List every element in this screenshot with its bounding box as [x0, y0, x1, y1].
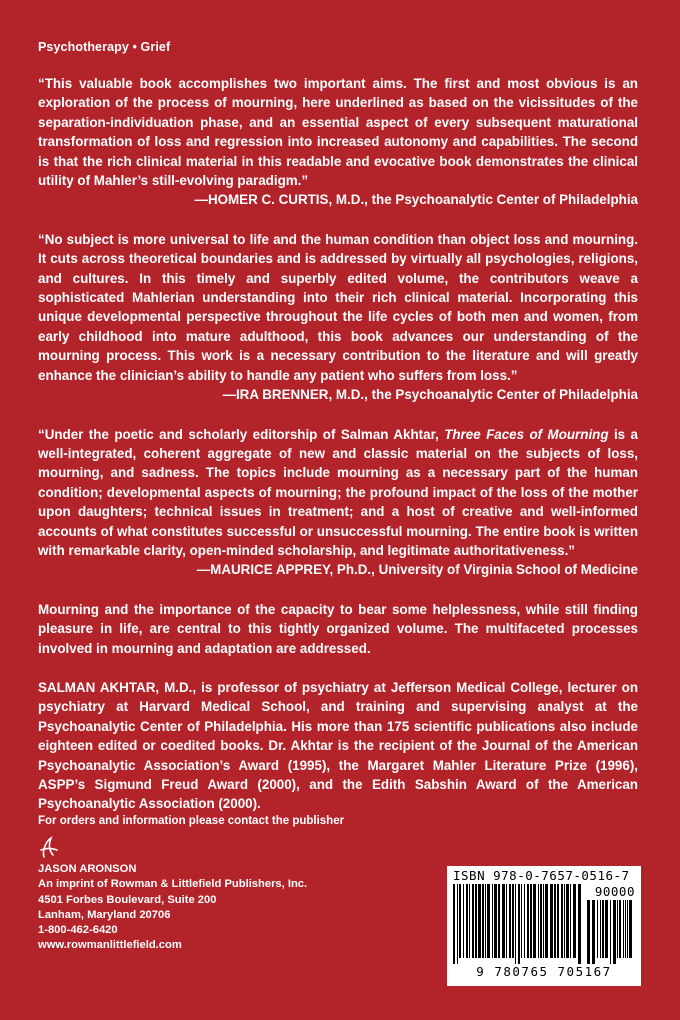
category-label: Psychotherapy • Grief: [38, 40, 171, 54]
barcode-bar: [502, 884, 505, 958]
barcode-bar: [610, 900, 611, 964]
barcode-bar: [619, 900, 621, 958]
review-attribution-1: —HOMER C. CURTIS, M.D., the Psychoanalytic Center of Philadelphia: [194, 192, 638, 208]
publisher-imprint: An imprint of Rowman & Littlefield Publishers, Inc.: [38, 878, 308, 891]
barcode-bar: [627, 900, 628, 958]
review-quote-1: “This valuable book accomplishes two important aims. The first and most obvious is an exploration of the process of mourning, here underlined as based on the vicissitudes of the separation-individuation phase, and an essential aspect of every subsequent maturational transformation of loss and regression into increased autonomy and capabilities. The second is that the rich clinical material in this readable and evocative book demonstrates the clinical utility of Mahler’s still-evolving paradigm.”: [38, 76, 638, 189]
barcode-bar: [521, 884, 522, 958]
barcode-bar: [587, 900, 590, 964]
review-attribution-2: —IRA BRENNER, M.D., the Psychoanalytic Center of Philadelphia: [222, 387, 638, 403]
barcode-bar: [512, 884, 514, 958]
barcode-bar: [617, 900, 618, 958]
barcode-bar: [492, 884, 493, 958]
barcode-bar: [543, 884, 544, 958]
barcode-bars-main: [453, 884, 581, 964]
review-attribution-3: —MAURICE APPREY, Ph.D., University of Virginia School of Medicine: [196, 562, 638, 578]
barcode-bar: [506, 884, 507, 958]
barcode-bar: [550, 884, 553, 958]
jason-aronson-logo-icon: [36, 835, 62, 861]
barcode-bar: [540, 884, 542, 958]
barcode-bar: [518, 884, 520, 964]
barcode-bar: [564, 884, 565, 958]
barcode-bar: [494, 884, 497, 958]
barcode-bar: [457, 884, 458, 964]
barcode-bar: [545, 884, 548, 958]
barcode-bar: [459, 884, 461, 958]
publisher-city: Lanham, Maryland 20706: [38, 908, 171, 921]
isbn-barcode: [447, 866, 641, 986]
barcode-bar: [453, 884, 455, 964]
barcode-bar: [498, 884, 500, 958]
barcode-bar: [524, 884, 525, 958]
barcode-bar: [597, 900, 598, 958]
book-description: Mourning and the importance of the capacity to bear some helplessness, while still finding pleasure in life, are central to this tightly organized volume. The multifaceted processes involved in mourning and adaptation are addressed.: [38, 601, 638, 656]
barcode-bar: [561, 884, 563, 958]
barcode-bar: [623, 900, 624, 958]
barcode-bar: [600, 900, 601, 958]
barcode-bar: [472, 884, 474, 958]
barcode-bar: [602, 900, 604, 958]
review-quote-3-before: “Under the poetic and scholarly editorship of Salman Akhtar,: [38, 426, 445, 442]
barcode-bar: [578, 884, 581, 964]
barcode-bar: [533, 884, 536, 958]
barcode-bar: [605, 900, 608, 958]
orders-line: For orders and information please contact the publisher: [38, 815, 345, 827]
author-bio: SALMAN AKHTAR, M.D., is professor of psychiatry at Jefferson Medical College, lecturer on psychiatry at Harvard Medical School, and training and supervising analyst at the Psychoanalytic Center of Philadelphia. His more than 175 scientific publications also include eighteen edited or coedited books. Dr. Akhtar is the recipient of the Journal of the American Psychoanalytic Association’s Award (1995), the Margaret Mahler Literature Prize (1996), ASPP’s Sigmund Freud Award (2000), and the Edith Sabshin Award of the American Psychoanalytic Association (2000).: [38, 679, 638, 812]
barcode-bar: [527, 884, 529, 958]
review-quote-3-after: is a well-integrated, coherent aggregate of new and classic material on the subjects of loss, mourning, and sadness. The topics include mourning as a necessary part of the human condition; developmental aspects of mourning; the profound impact of the loss of the mother upon daughters; technical issues in treatment; and a host of creative and well-informed accounts of what constitutes successful or unsuccessful mourning. The entire book is written with remarkable clarity, open-minded scholarship, and legitimate authoritativeness.”: [38, 426, 638, 558]
barcode-bar: [625, 900, 626, 958]
barcode-bars-addon: [587, 900, 635, 964]
barcode-bar: [557, 884, 559, 958]
barcode-bar: [530, 884, 532, 958]
barcode-bar: [538, 884, 539, 958]
isbn-label: ISBN 978-0-7657-0516-7: [453, 868, 630, 883]
book-title-italic: Three Faces of Mourning: [444, 426, 609, 442]
barcode-bar: [573, 884, 576, 958]
review-quote-3: [38, 425, 638, 561]
barcode-bar: [613, 900, 616, 964]
barcode-bar: [469, 884, 470, 958]
publisher-phone: 1-800-462-6420: [38, 924, 118, 937]
barcode-digits: 9 780765 705167: [476, 964, 612, 979]
publisher-block: [38, 862, 307, 954]
barcode-bar: [475, 884, 477, 958]
publisher-street: 4501 Forbes Boulevard, Suite 200: [38, 893, 217, 906]
barcode-bar: [509, 884, 511, 958]
barcode-bar: [485, 884, 486, 958]
barcode-bar: [570, 884, 571, 958]
review-quote-2: “No subject is more universal to life and the human condition than object loss and mourning. It cuts across theoretical boundaries and is addressed by virtually all psychologies, religions, and cultures. In this timely and superbly edited volume, the contributors weave a sophisticated Mahlerian understanding into their rich clinical material. Incorporating this unique developmental perspective throughout the life cycles of both men and women, from early childhood into mature adulthood, this book advances our understanding of the mourning process. This work is a necessary contribution to the literature and will greatly enhance the clinician’s ability to handle any patient who suffers from loss.”: [38, 231, 638, 383]
barcode-bar: [482, 884, 484, 958]
barcode-bar: [515, 884, 516, 964]
barcode-bar: [554, 884, 556, 958]
price-code: 90000: [594, 884, 635, 899]
publisher-website: www.rowmanlittlefield.com: [38, 939, 182, 952]
cover-text-body: [38, 74, 638, 814]
barcode-bar: [592, 900, 595, 964]
barcode-bar: [466, 884, 468, 958]
barcode-bar: [566, 884, 569, 958]
barcode-bar: [463, 884, 464, 958]
barcode-bar: [629, 900, 632, 958]
barcode-bar: [478, 884, 481, 958]
publisher-name: JASON ARONSON: [38, 863, 137, 875]
barcode-bar: [487, 884, 490, 958]
